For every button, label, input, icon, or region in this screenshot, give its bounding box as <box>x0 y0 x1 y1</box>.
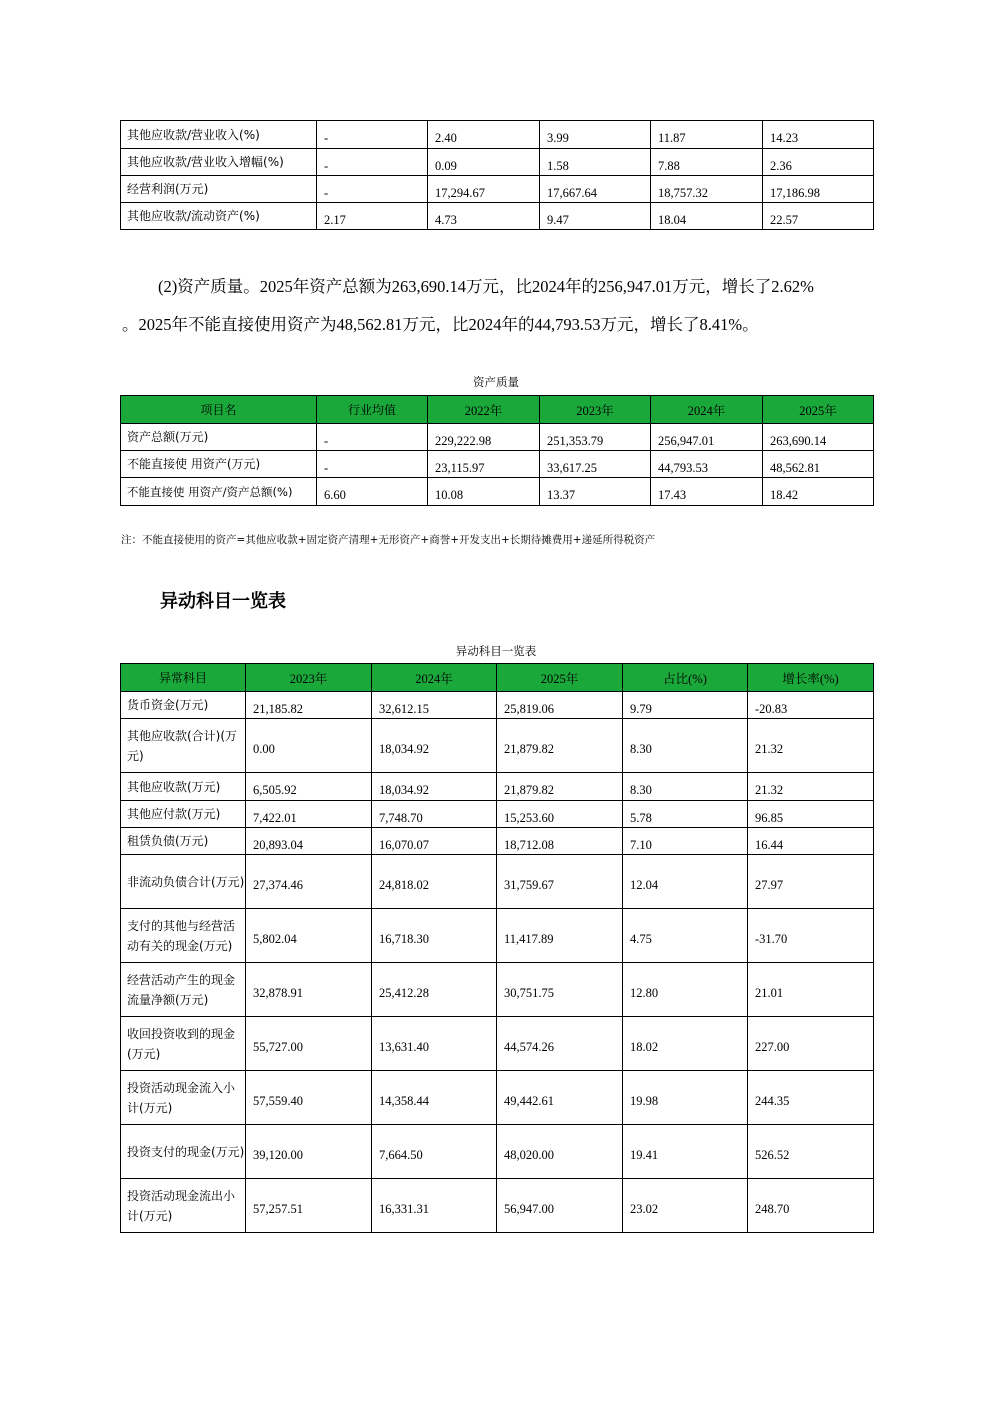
cell-value: 27.97 <box>748 855 874 909</box>
cell-value: 19.98 <box>623 1071 748 1125</box>
cell-value: - <box>317 121 428 149</box>
cell-value: 96.85 <box>748 801 874 828</box>
cell-value: 5,802.04 <box>246 909 372 963</box>
cell-value: 16.44 <box>748 828 874 855</box>
cell-value: 21,185.82 <box>246 692 372 719</box>
cell-value: 17.43 <box>651 478 763 506</box>
cell-value: 19.41 <box>623 1125 748 1179</box>
row-label: 不能直接使 用资产/资产总额(%) <box>121 478 317 506</box>
paragraph-line-2: 。2025年不能直接使用资产为48,562.81万元，比2024年的44,793.53万元，增长了8.41%。 <box>122 315 759 334</box>
cell-value: 20,893.04 <box>246 828 372 855</box>
cell-value: 18.02 <box>623 1017 748 1071</box>
cell-value: 8.30 <box>623 773 748 801</box>
row-label: 经营活动产生的现金流量净额(万元) <box>121 963 246 1017</box>
row-label: 投资支付的现金(万元) <box>121 1125 246 1179</box>
cell-value: 256,947.01 <box>651 424 763 451</box>
table-row <box>121 424 874 451</box>
row-label: 资产总额(万元) <box>121 424 317 451</box>
anomaly-items-table <box>120 663 874 1233</box>
table-row <box>121 828 874 855</box>
cell-value: 11.87 <box>651 121 763 149</box>
row-label: 其他应收款/营业收入(%) <box>121 121 317 149</box>
cell-value: 27,374.46 <box>246 855 372 909</box>
cell-value: 31,759.67 <box>497 855 623 909</box>
cell-value: 17,186.98 <box>763 176 874 203</box>
table-row <box>121 1179 874 1233</box>
row-label: 收回投资收到的现金(万元) <box>121 1017 246 1071</box>
anomaly-table-caption: 异动科目一览表 <box>455 644 537 658</box>
column-header: 2025年 <box>763 396 874 424</box>
cell-value: 244.35 <box>748 1071 874 1125</box>
column-header: 2024年 <box>372 664 497 692</box>
column-header: 增长率(%) <box>748 664 874 692</box>
cell-value: 0.09 <box>428 149 540 176</box>
cell-value: 32,878.91 <box>246 963 372 1017</box>
cell-value: 0.00 <box>246 719 372 773</box>
cell-value: 6.60 <box>317 478 428 506</box>
cell-value: 17,667.64 <box>540 176 651 203</box>
row-label: 非流动负债合计(万元) <box>121 855 246 909</box>
cell-value: - <box>317 176 428 203</box>
cell-value: 44,574.26 <box>497 1017 623 1071</box>
cell-value: 1.58 <box>540 149 651 176</box>
section-heading: 异动科目一览表 <box>160 591 286 612</box>
table-row <box>121 1071 874 1125</box>
table-note: 注：不能直接使用的资产=其他应收款+固定资产清理+无形资产+商誉+开发支出+长期待摊费用+递延所得税资产 <box>121 534 656 546</box>
cell-value: 57,559.40 <box>246 1071 372 1125</box>
cell-value: 21.01 <box>748 963 874 1017</box>
asset-table-caption: 资产质量 <box>473 375 519 389</box>
cell-value: - <box>317 451 428 478</box>
cell-value: 33,617.25 <box>540 451 651 478</box>
cell-value: 21.32 <box>748 719 874 773</box>
cell-value: 13.37 <box>540 478 651 506</box>
cell-value: 44,793.53 <box>651 451 763 478</box>
cell-value: 18,712.08 <box>497 828 623 855</box>
cell-value: 23.02 <box>623 1179 748 1233</box>
cell-value: 22.57 <box>763 203 874 230</box>
column-header: 2023年 <box>540 396 651 424</box>
row-label: 其他应收款/营业收入增幅(%) <box>121 149 317 176</box>
cell-value: 227.00 <box>748 1017 874 1071</box>
cell-value: 18,034.92 <box>372 719 497 773</box>
cell-value: 7,748.70 <box>372 801 497 828</box>
cell-value: 3.99 <box>540 121 651 149</box>
receivables-ratio-table <box>120 120 874 230</box>
table-row <box>121 773 874 801</box>
table-row <box>121 801 874 828</box>
cell-value: 23,115.97 <box>428 451 540 478</box>
cell-value: 18.04 <box>651 203 763 230</box>
table-row <box>121 1017 874 1071</box>
cell-value: 12.80 <box>623 963 748 1017</box>
cell-value: 2.17 <box>317 203 428 230</box>
cell-value: - <box>317 149 428 176</box>
cell-value: 17,294.67 <box>428 176 540 203</box>
cell-value: 18,034.92 <box>372 773 497 801</box>
table-row <box>121 451 874 478</box>
cell-value: 21.32 <box>748 773 874 801</box>
table-header-row <box>121 664 874 692</box>
cell-value: 7.88 <box>651 149 763 176</box>
row-label: 其他应收款(合计)(万元) <box>121 719 246 773</box>
cell-value: 48,020.00 <box>497 1125 623 1179</box>
cell-value: -20.83 <box>748 692 874 719</box>
cell-value: 39,120.00 <box>246 1125 372 1179</box>
cell-value: 16,718.30 <box>372 909 497 963</box>
cell-value: 21,879.82 <box>497 773 623 801</box>
cell-value: 2.40 <box>428 121 540 149</box>
row-label: 租赁负债(万元) <box>121 828 246 855</box>
cell-value: 2.36 <box>763 149 874 176</box>
cell-value: 526.52 <box>748 1125 874 1179</box>
row-label: 货币资金(万元) <box>121 692 246 719</box>
cell-value: 248.70 <box>748 1179 874 1233</box>
cell-value: 5.78 <box>623 801 748 828</box>
paragraph-line-1: (2)资产质量。2025年资产总额为263,690.14万元，比2024年的256,947.01万元，增长了2.62% <box>158 277 814 296</box>
table-row <box>121 909 874 963</box>
cell-value: 13,631.40 <box>372 1017 497 1071</box>
cell-value: 6,505.92 <box>246 773 372 801</box>
cell-value: 25,819.06 <box>497 692 623 719</box>
cell-value: 251,353.79 <box>540 424 651 451</box>
table-row <box>121 719 874 773</box>
cell-value: 15,253.60 <box>497 801 623 828</box>
cell-value: 16,070.07 <box>372 828 497 855</box>
cell-value: 24,818.02 <box>372 855 497 909</box>
row-label: 其他应收款/流动资产(%) <box>121 203 317 230</box>
asset-quality-table <box>120 395 874 506</box>
cell-value: 9.47 <box>540 203 651 230</box>
column-header: 行业均值 <box>317 396 428 424</box>
table-row <box>121 963 874 1017</box>
cell-value: 9.79 <box>623 692 748 719</box>
table-row <box>121 121 874 149</box>
table-row <box>121 478 874 506</box>
cell-value: 229,222.98 <box>428 424 540 451</box>
asset-quality-paragraph <box>122 268 892 344</box>
column-header: 占比(%) <box>623 664 748 692</box>
cell-value: 16,331.31 <box>372 1179 497 1233</box>
cell-value: 8.30 <box>623 719 748 773</box>
cell-value: 7,664.50 <box>372 1125 497 1179</box>
column-header: 2024年 <box>651 396 763 424</box>
row-label: 不能直接使 用资产(万元) <box>121 451 317 478</box>
cell-value: 7,422.01 <box>246 801 372 828</box>
row-label: 其他应付款(万元) <box>121 801 246 828</box>
cell-value: 4.73 <box>428 203 540 230</box>
cell-value: 18.42 <box>763 478 874 506</box>
cell-value: - <box>317 424 428 451</box>
row-label: 投资活动现金流入小计(万元) <box>121 1071 246 1125</box>
cell-value: 49,442.61 <box>497 1071 623 1125</box>
table-row <box>121 692 874 719</box>
cell-value: 11,417.89 <box>497 909 623 963</box>
cell-value: 18,757.32 <box>651 176 763 203</box>
table-row <box>121 1125 874 1179</box>
cell-value: 57,257.51 <box>246 1179 372 1233</box>
cell-value: 7.10 <box>623 828 748 855</box>
cell-value: 14,358.44 <box>372 1071 497 1125</box>
row-label: 投资活动现金流出小计(万元) <box>121 1179 246 1233</box>
column-header: 异常科目 <box>121 664 246 692</box>
row-label: 支付的其他与经营活动有关的现金(万元) <box>121 909 246 963</box>
cell-value: 56,947.00 <box>497 1179 623 1233</box>
cell-value: 4.75 <box>623 909 748 963</box>
column-header: 2023年 <box>246 664 372 692</box>
cell-value: 30,751.75 <box>497 963 623 1017</box>
table-row <box>121 855 874 909</box>
table-row <box>121 203 874 230</box>
column-header: 2025年 <box>497 664 623 692</box>
cell-value: 48,562.81 <box>763 451 874 478</box>
row-label: 经营利润(万元) <box>121 176 317 203</box>
cell-value: 263,690.14 <box>763 424 874 451</box>
table-row <box>121 149 874 176</box>
cell-value: 32,612.15 <box>372 692 497 719</box>
column-header: 项目名 <box>121 396 317 424</box>
cell-value: -31.70 <box>748 909 874 963</box>
column-header: 2022年 <box>428 396 540 424</box>
cell-value: 12.04 <box>623 855 748 909</box>
row-label: 其他应收款(万元) <box>121 773 246 801</box>
cell-value: 21,879.82 <box>497 719 623 773</box>
table-header-row <box>121 396 874 424</box>
cell-value: 10.08 <box>428 478 540 506</box>
cell-value: 25,412.28 <box>372 963 497 1017</box>
table-row <box>121 176 874 203</box>
cell-value: 14.23 <box>763 121 874 149</box>
cell-value: 55,727.00 <box>246 1017 372 1071</box>
